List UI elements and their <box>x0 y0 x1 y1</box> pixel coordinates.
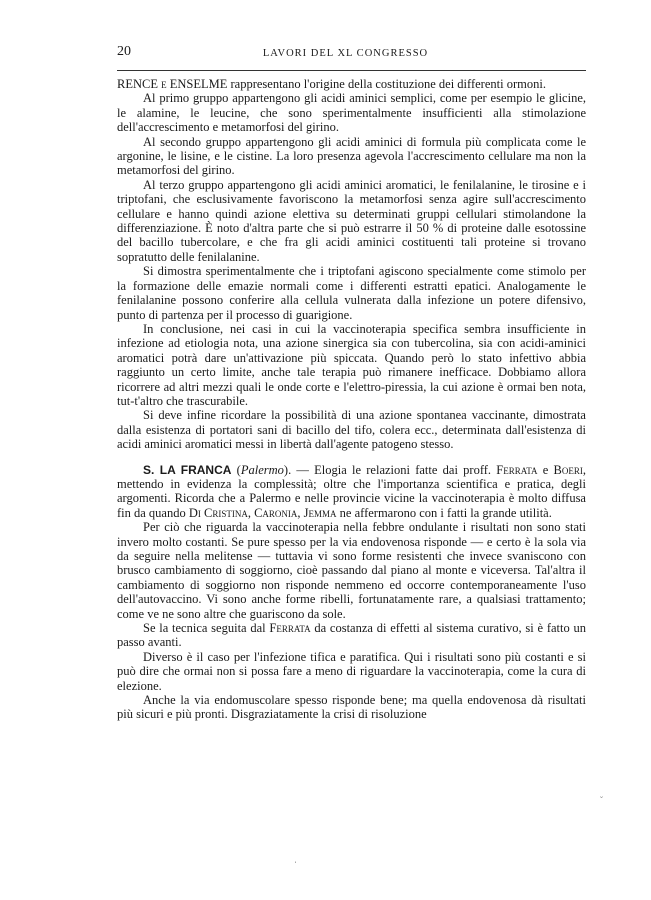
cited-name: Boeri <box>553 462 583 477</box>
paragraph: Si deve infine ricordare la possibilità di una azione spontanea vaccinante, dimostrata dalla esistenza di portatori sani di bacillo del tifo, colera ecc., determinata dall'esistenza di acidi aminici aromatici messi in libertà dall'agente patogeno stesso. <box>117 408 586 452</box>
paragraph: Diverso è il caso per l'infezione tifica e paratifica. Qui i risultati sono più costanti e si può dire che ormai non si possa fare a meno di riguardare la vaccinoterapia, come la cura di elezione. <box>117 649 586 693</box>
section-paragraph: S. LA FRANCA (Palermo). — Elogia le relazioni fatte dai proff. Ferrata e Boeri, mettendo in evidenza la complessità; oltre che l'importanza scientifica e pratica, degli argomenti. Ricorda che a Palermo e nelle provincie vicine la vaccinoterapia è molto diffusa fin da quando Di Cristina, Caronia, Jemma ne affermarono con i fatti la grande utilità. <box>117 462 586 520</box>
paragraph <box>117 621 586 650</box>
margin-mark: ˘ <box>600 795 603 805</box>
speaker-place: Palermo <box>240 462 284 477</box>
paragraph: Si dimostra sperimentalmente che i triptofani agiscono specialmente come stimolo per la formazione delle emazie normali come i differenti estratti epatici. Analogamente le fenilalanine possono conferire alla cellula vulnerata dalla infezione un potere difensivo, punto di partenza per il processo di guarigione. <box>117 264 586 322</box>
paragraph-text: ne affermarono con i fatti la grande utilità. <box>336 505 552 520</box>
paragraph-text: , mettendo in evidenza la complessità; oltre che l'importanza scientifica e pratica, degli argomenti. Ricorda che a Palermo e nelle provincie vicine la vaccinoterapia è molto diffusa fin da quando <box>117 462 586 520</box>
paragraph: Al secondo gruppo appartengono gli acidi aminici di formula più complicata come le argonine, le lisine, e le cistine. La loro presenza agevola l'accrescimento cellulare ma non la metamorfosi del girino. <box>117 134 586 178</box>
paragraph: In conclusione, nei casi in cui la vaccinoterapia specifica sembra insufficiente in infezione ad etiologia nota, una azione sinergica sia con tubercolina, sia con acidi-aminici aromatici potrà dare un'attivazione più spiccata. Quando però lo stato infettivo abbia raggiunto un certo limite, anche tale terapia può rimanere inefficace. Dobbiamo allora ricorrere ad altri mezzi quali le onde corte e l'elettro-piressia, la cui azione è ormai ben nota, tut-t'altro che trascurabile. <box>117 321 586 408</box>
paragraph-text: e <box>537 462 554 477</box>
paragraph-text: rappresentano l'origine della costituzione dei differenti ormoni. <box>227 77 546 91</box>
paragraph: Anche la via endomuscolare spesso risponde bene; ma quella endovenosa dà risultati più sicuri e più pronti. Disgraziatamente la crisi di risoluzione <box>117 693 586 722</box>
paragraph: Per ciò che riguarda la vaccinoterapia nella febbre ondulante i risultati non sono stati invero molto costanti. Se pure spesso per la via endovenosa risponde — e certo è la sola via da seguire nella melitense — tuttavia vi sono forme resistenti che invece svaniscono con brusco cambiamento di soggiorno, cioè passando dal piano al monte e viceversa. Tal'altra il cambiamento di soggiorno non risponde nemmeno ed occorre contemporaneamente l'uso dell'autovaccino. Vi sono anche forme ribelli, fortunatamente rare, a qualsiasi trattamento; come ve ne sono altre che guariscono da sole. <box>117 520 586 621</box>
running-head: LAVORI DEL XL CONGRESSO <box>262 48 429 59</box>
cited-name: Di Cristina, Caronia, Jemma <box>188 505 337 520</box>
paragraph: Al primo gruppo appartengono gli acidi aminici semplici, come per esempio le glicine, le alamine, le leucine, che sono sperimentalmente insufficienti alla stimolazione dell'accrescimento e metamorfosi del girino. <box>117 91 586 135</box>
header-rule <box>117 70 586 71</box>
paragraph <box>117 77 586 91</box>
speaker-name: S. LA FRANCA <box>143 462 232 477</box>
author-names: RENCE e ENSELME <box>117 77 228 91</box>
body-text <box>117 77 586 722</box>
paragraph-text: ). — Elogia le relazioni fatte dai proff. <box>283 462 497 477</box>
paragraph: Al terzo gruppo appartengono gli acidi aminici aromatici, le fenilalanine, le tirosine e i triptofani, che esclusivamente favoriscono la metamorfosi senza agire sull'accrescimento cellulare e hanno quindi azione elettiva su determinati gruppi cellulari stimolandone la differenziazione. È noto d'altra parte che si può estrarre il 50 % di proteine dalle esotossine del bacillo tubercolare, e che fra gli acidi aminici costituenti tali proteine si trovano sopratutto delle fenilalanine. <box>117 177 586 264</box>
cited-name: Ferrata <box>496 462 538 477</box>
cited-name: Ferrata <box>269 621 311 636</box>
scan-dot: ˈ <box>294 860 297 870</box>
paragraph-text: da costanza di effetti al sistema curativo, si è fatto un passo avanti. <box>117 621 586 650</box>
paragraph-text: Se la tecnica seguita dal <box>143 621 270 636</box>
page-number: 20 <box>117 44 131 59</box>
